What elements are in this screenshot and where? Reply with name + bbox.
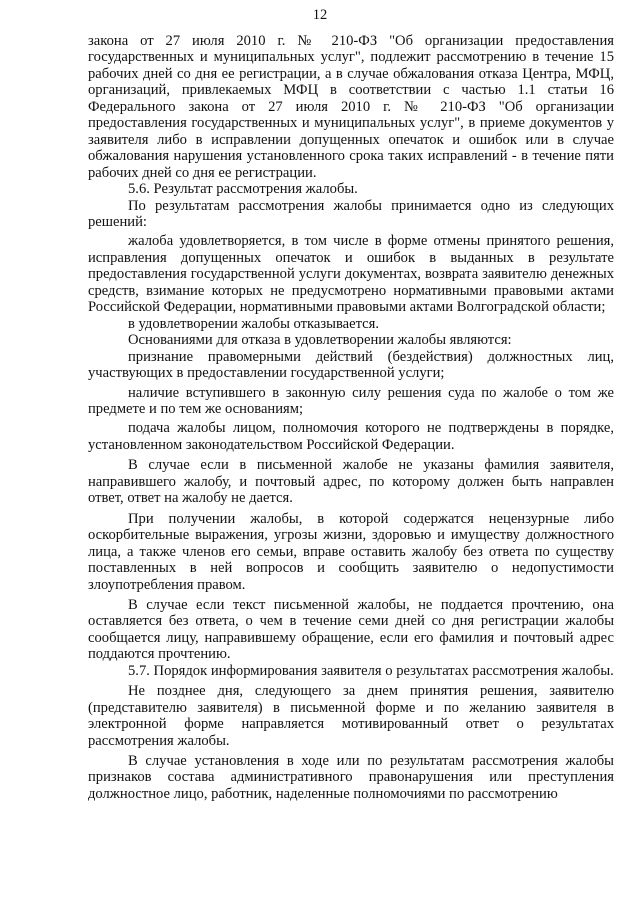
list-item: наличие вступившего в законную силу решения суда по жалобе о том же предмете и по тем же основаниям; — [88, 384, 614, 417]
body-text — [88, 33, 614, 802]
list-item: признание правомерными действий (бездействия) должностных лиц, участвующих в предоставлении государственной услуги; — [88, 348, 614, 382]
paragraph: В случае если в письменной жалобе не указаны фамилия заявителя, направившего жалобу, и почтовый адрес, по которому должен быть направлен ответ, ответ на жалобу не дается. — [88, 457, 614, 507]
paragraph: По результатам рассмотрения жалобы принимается одно из следующих решений: — [88, 197, 614, 230]
section-heading-5-7: 5.7. Порядок информирования заявителя о результатах рассмотрения жалобы. — [128, 662, 614, 679]
paragraph-continuation: закона от 27 июля 2010 г. № 210-ФЗ "Об организации предоставления государственных и муниципальных услуг", подлежит рассмотрению в течение 15 рабочих дней со дня ее регистрации, а в случае обжалования отказа Центра, МФЦ, организаций, привлекаемых МФЦ в соответствии с частью 1.1 статьи 16 Федерального закона от 27 июля 2010 г. № 210-ФЗ "Об организации предоставления государственных и муниципальных услуг", в приеме документов у заявителя либо в исправлении допущенных опечаток и ошибок или в случае обжалования нарушения установленного срока таких исправлений - в течение пяти рабочих дней со дня ее регистрации. — [88, 33, 614, 181]
list-item: жалоба удовлетворяется, в том числе в форме отмены принятого решения, исправления допущенных опечаток и ошибок в выданных в результате предоставления государственной услуги документах, возврата заявителю денежных средств, взимание которых не предусмотрено нормативными правовыми актами Российской Федерации, нормативными правовыми актами Волгоградской области; — [88, 233, 614, 316]
list-item: подача жалобы лицом, полномочия которого не подтверждены в порядке, установленном законодательством Российской Федерации. — [88, 420, 614, 453]
paragraph: В случае если текст письменной жалобы, не поддается прочтению, она оставляется без ответа, о чем в течение семи дней со дня регистрации жалобы сообщается лицу, направившему обращение, если его фамилия и почтовый адрес поддаются прочтению. — [88, 596, 614, 663]
list-item: в удовлетворении жалобы отказывается. — [128, 315, 380, 332]
paragraph: Основаниями для отказа в удовлетворении жалобы являются: — [128, 332, 512, 349]
paragraph: Не позднее дня, следующего за днем принятия решения, заявителю (представителю заявителя) в письменной форме и по желанию заявителя в электронной форме направляется мотивированный ответ о результатах рассмотрения жалобы. — [88, 683, 614, 749]
paragraph: При получении жалобы, в которой содержатся нецензурные либо оскорбительные выражения, угрозы жизни, здоровью и имуществу должностного лица, а также членов его семьи, вправе оставить жалобу без ответа по существу поставленных в ней вопросов и сообщить заявителю о недопустимости злоупотребления правом. — [88, 510, 614, 593]
page-number: 12 — [312, 7, 328, 23]
paragraph: В случае установления в ходе или по результатам рассмотрения жалобы признаков состава административного правонарушения или преступления должностное лицо, работник, наделенные полномочиями по рассмотрению — [88, 753, 614, 802]
section-heading-5-6: 5.6. Результат рассмотрения жалобы. — [128, 181, 358, 198]
